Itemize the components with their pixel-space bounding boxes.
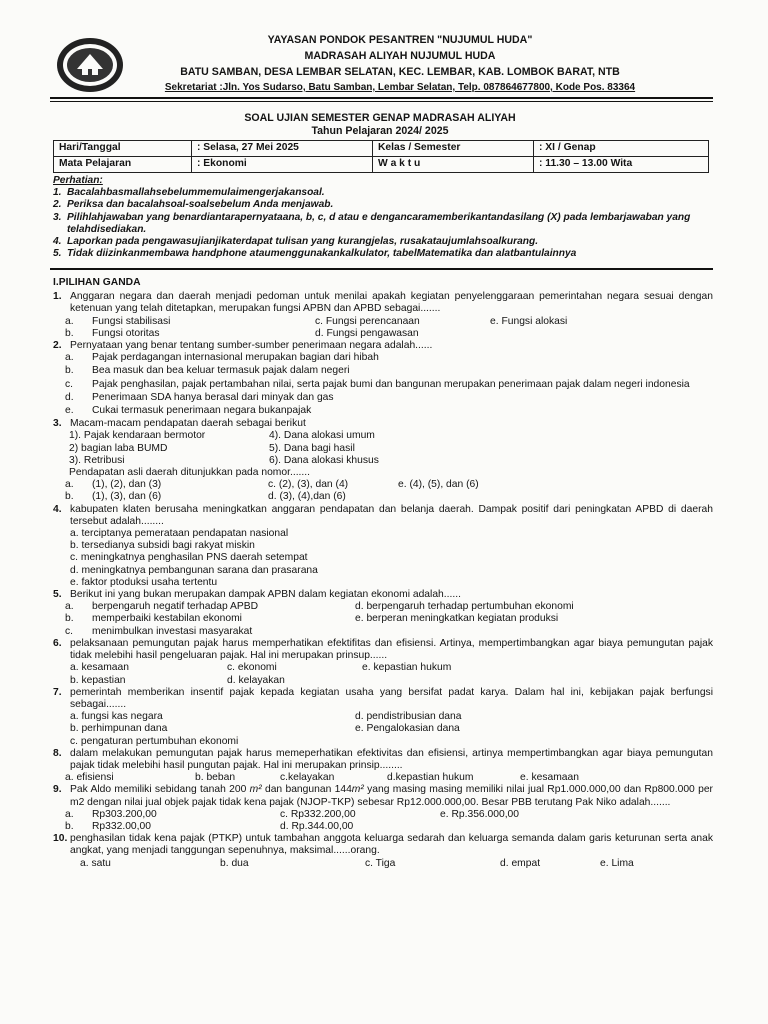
option-c[interactable]: [280, 809, 440, 821]
income-item: 1). Pajak kendaraan bermotor: [69, 430, 206, 442]
question-1-options: [65, 316, 713, 340]
option-a[interactable]: a. kesamaan: [70, 662, 129, 674]
question-4: [53, 504, 713, 528]
option-text: d. (3), (4),dan (6): [268, 491, 346, 503]
option-d[interactable]: [65, 392, 713, 404]
instruction-item: [53, 187, 713, 199]
option-text: menimbulkan investasi masyarakat: [92, 625, 253, 637]
option-text: Pajak perdagangan internasional merupakan bagian dari hibah: [92, 352, 379, 364]
option-b[interactable]: b. dua: [220, 857, 249, 869]
option-a[interactable]: [65, 601, 355, 613]
instruction-number: 2.: [53, 199, 62, 211]
question-text: penghasilan tidak kena pajak (PTKP) untuk tambahan anggota keluarga sedarah dan keluarga semanda dalam garis keturunan serta anak angkat, yang menjadi tanggungan sepenuhnya, maksimal......orang.: [70, 833, 713, 857]
option-d[interactable]: d. pendistribusian dana: [355, 711, 462, 723]
option-text: Fungsi stabilisasi: [92, 315, 171, 327]
question-1: [53, 291, 713, 315]
option-b[interactable]: [65, 491, 268, 503]
option-d[interactable]: [268, 491, 398, 503]
option-letter: b.: [65, 365, 74, 377]
option-e[interactable]: [398, 479, 638, 491]
header-divider: [50, 97, 713, 99]
header-divider-thin: [50, 101, 713, 102]
option-a[interactable]: [65, 809, 280, 821]
option-c[interactable]: c. Tiga: [365, 857, 396, 869]
option-letter: b.: [65, 491, 74, 503]
option-letter: b.: [65, 327, 74, 339]
income-item: 2) bagian laba BUMD: [69, 442, 168, 454]
option-c[interactable]: c.kelayakan: [280, 772, 335, 784]
option-d[interactable]: d. empat: [500, 857, 541, 869]
question-text: pemerintah memberikan insentif pajak kepada kegiatan usaha yang bersifat padat karya. Dalam hal ini, kebijakan pajak berfungsi sebagai.......: [70, 686, 713, 710]
option-d[interactable]: d. meningkatnya pembangunan sarana dan prasarana: [70, 564, 318, 576]
option-d[interactable]: [280, 821, 440, 833]
exam-info-table: [53, 140, 709, 173]
area-unit: m²: [351, 784, 364, 796]
question-text: Anggaran negara dan daerah menjadi pedoman untuk menilai apakah kegiatan penyelenggaraan pemerintahan negara sesuai dengan ketenuan yang telah ditetapkan, merupakan fungsi APBN dan APBD sebagai.......: [70, 291, 713, 315]
option-letter: c.: [65, 378, 74, 390]
option-b[interactable]: b. perhimpunan dana: [70, 723, 168, 735]
option-letter: a.: [65, 315, 74, 327]
option-letter: a.: [65, 808, 74, 820]
instruction-item: [53, 248, 713, 260]
option-letter: c.: [65, 625, 74, 637]
option-e[interactable]: e. faktor ptoduksi usaha tertentu: [70, 576, 218, 588]
income-item: 4). Dana alokasi umum: [269, 430, 375, 442]
instruction-item: [53, 212, 713, 236]
class-label: Kelas / Semester: [373, 141, 534, 157]
question-text: Pernyataan yang benar tentang sumber-sumber penerimaan negara adalah......: [70, 340, 433, 352]
question-text: dalam melakukan pemungutan pajak harus memeperhatikan efektivitas dan efisiensi, artinya mempertimbangkan agar biaya pemungutan pajak tidak melebihi hasil pungutan pajak. Hal ini merupakan prinsip........: [70, 747, 713, 771]
option-text: d. Fungsi pengawasan: [315, 327, 419, 339]
option-b[interactable]: [65, 613, 355, 625]
instruction-text: Periksa dan bacalahsoal-soalsebelum Anda menjawab.: [67, 199, 334, 211]
option-text: (1), (2), dan (3): [92, 479, 162, 491]
option-d[interactable]: [315, 328, 490, 340]
school-address: BATU SAMBAN, DESA LEMBAR SELATAN, KEC. LEMBAR, KAB. LOMBOK BARAT, NTB: [180, 66, 620, 78]
option-c[interactable]: c. ekonomi: [227, 662, 277, 674]
instructions: [53, 175, 713, 260]
question-5: [53, 589, 713, 601]
question-text-part: yang masing masing memiliki nilai jual Rp1.000.000,00 dan Rp800.000 per m2 dengan nilai jual objek pajak tidak kena pajak (NJOP-TKP) sebesar Rp12.000.000,00. Besar PBB terutang Pak Niko adalah.......: [70, 784, 713, 808]
option-e[interactable]: e. kepastian hukum: [362, 662, 452, 674]
instruction-number: 4.: [53, 236, 62, 248]
instructions-divider: [50, 268, 713, 270]
question-text-part: dan bangunan 144: [261, 784, 352, 796]
exam-title-line: SOAL UJIAN SEMESTER GENAP MADRASAH ALIYAH: [244, 112, 516, 124]
option-a[interactable]: a. satu: [80, 857, 111, 869]
question-7-options: [70, 711, 713, 748]
option-text: e. berperan meningkatkan kegiatan produksi: [355, 613, 559, 625]
question-text: [70, 784, 713, 808]
option-d[interactable]: d. kelayakan: [227, 674, 285, 686]
subject-value: : Ekonomi: [192, 157, 373, 173]
instruction-text: Bacalahbasmallahsebelummemulaimengerjakansoal.: [67, 187, 325, 199]
option-b[interactable]: b. kepastian: [70, 674, 126, 686]
option-text: (1), (3), dan (6): [92, 491, 162, 503]
option-a[interactable]: [65, 352, 713, 364]
exam-title: [110, 112, 650, 138]
option-letter: b.: [65, 613, 74, 625]
instruction-text: Tidak diizinkanmembawa handphone ataumenggunakankalkulator, tabelMatematika dan alatbantulainnya: [67, 248, 577, 260]
option-letter: a.: [65, 352, 74, 364]
option-b[interactable]: [65, 821, 280, 833]
option-text: d. Rp.344.00,00: [280, 820, 354, 832]
option-text: e. Fungsi alokasi: [490, 315, 568, 327]
question-2-options: [65, 352, 713, 417]
option-b[interactable]: [65, 365, 713, 377]
letterhead: [140, 32, 660, 96]
option-text: Pajak penghasilan, pajak pertambahan nilai, serta pajak bumi dan bangunan merupakan penerimaan pajak dalam negeri indonesia: [92, 378, 690, 390]
question-4-options: [70, 528, 713, 589]
secretariat-address: Sekretariat :Jln. Yos Sudarso, Batu Samban, Lembar Selatan, Telp. 087864677800, Kode Pos. 83364: [164, 82, 636, 93]
question-number: 7.: [53, 686, 62, 698]
question-text: Macam-macam pendapatan daerah sebagai berikut: [70, 418, 306, 430]
option-d[interactable]: [355, 601, 655, 613]
option-text: memperbaiki kestabilan ekonomi: [92, 613, 242, 625]
question-5-options: [65, 601, 713, 638]
question-text: kabupaten klaten berusaha meningkatkan anggaran pendapatan dan belanja daerah. Dampak positif dari peningkatan APBD di daerah tersebut adalah........: [70, 503, 713, 527]
option-a[interactable]: [65, 316, 315, 328]
question-number: 3.: [53, 418, 62, 430]
option-text: d. berpengaruh terhadap pertumbuhan ekonomi: [355, 601, 574, 613]
option-a[interactable]: a. terciptanya pemerataan pendapatan nasional: [70, 528, 289, 540]
option-e[interactable]: e. kesamaan: [520, 772, 579, 784]
option-e[interactable]: e. Pengalokasian dana: [355, 723, 460, 735]
school-emblem-icon: [55, 36, 125, 94]
question-number: 1.: [53, 291, 62, 303]
question-text: pelaksanaan pemungutan pajak harus memperhatikan efektifitas dan efisiensi. Artinya, mempertimbangkan agar biaya pemungutan pajak tidak melebihi hasil pengeluaran pajak. Hal ini merupakan prinsup......: [70, 637, 713, 662]
option-text: Rp332.00,00: [92, 820, 151, 832]
option-b[interactable]: b. beban: [195, 772, 236, 784]
question-number: 4.: [53, 503, 62, 515]
option-a[interactable]: [65, 479, 268, 491]
instruction-item: [53, 236, 713, 248]
option-e[interactable]: e. Lima: [600, 857, 634, 869]
academic-year: Tahun Pelajaran 2024/ 2025: [311, 125, 449, 137]
question-number: 8.: [53, 747, 62, 759]
question-7: [53, 687, 713, 711]
option-letter: b.: [65, 820, 74, 832]
question-number: 6.: [53, 637, 62, 649]
question-3-options: [65, 479, 713, 503]
instruction-item: [53, 199, 713, 211]
instruction-text: Pilihlahjawaban yang benardiantarapernyataana, b, c, d atau e dengancaramemberikantandasilang (X) pada lembarjawaban yang telahdisediakan.: [67, 211, 691, 235]
option-text: c. Fungsi perencanaan: [315, 315, 420, 327]
option-c[interactable]: c. meningkatnya penghasilan PNS daerah setempat: [70, 552, 308, 564]
instruction-number: 3.: [53, 211, 62, 223]
subject-label: Mata Pelajaran: [54, 157, 192, 173]
question-9: [53, 784, 713, 808]
question-2: [53, 340, 713, 352]
day-label: Hari/Tanggal: [54, 141, 192, 157]
option-c[interactable]: [65, 379, 713, 391]
option-b[interactable]: b. tersedianya subsidi bagi rakyat miskin: [70, 540, 255, 552]
question-10-options: [80, 858, 713, 870]
question-6-options: [70, 662, 713, 686]
option-c[interactable]: [268, 479, 398, 491]
option-text: Cukai termasuk penerimaan negara bukanpajak: [92, 405, 312, 417]
option-a[interactable]: a. fungsi kas negara: [70, 711, 163, 723]
question-8: [53, 748, 713, 772]
question-number: 5.: [53, 589, 62, 601]
question-number: 9.: [53, 784, 62, 796]
option-a[interactable]: a. efisiensi: [65, 772, 114, 784]
section-title: I.PILIHAN GANDA: [53, 277, 141, 288]
day-value: : Selasa, 27 Mei 2025: [192, 141, 373, 157]
option-c[interactable]: [315, 316, 490, 328]
option-text: Rp303.200,00: [92, 808, 157, 820]
instruction-text: Laporkan pada pengawasujianjikaterdapat tulisan yang kurangjelas, rusakataujumlahsoalkurang.: [67, 236, 539, 248]
option-c[interactable]: c. pengaturan pertumbuhan ekonomi: [70, 735, 239, 747]
school-name: MADRASAH ALIYAH NUJUMUL HUDA: [304, 50, 496, 62]
income-item: 6). Dana alokasi khusus: [269, 454, 379, 466]
option-text: e. (4), (5), dan (6): [398, 479, 479, 491]
option-letter: a.: [65, 601, 74, 613]
option-text: Bea masuk dan bea keluar termasuk pajak dalam negeri: [92, 365, 350, 377]
option-c[interactable]: [65, 626, 355, 638]
option-b[interactable]: [65, 328, 315, 340]
question-stem: Pendapatan asli daerah ditunjukkan pada nomor.......: [69, 467, 311, 479]
option-text: c. Rp332.200,00: [280, 808, 356, 820]
time-label: W a k t u: [373, 157, 534, 173]
option-letter: e.: [65, 405, 74, 417]
question-9-options: [65, 809, 713, 833]
option-text: berpengaruh negatif terhadap APBD: [92, 601, 259, 613]
question-number: 2.: [53, 340, 62, 352]
question-text: Berikut ini yang bukan merupakan dampak APBN dalam kegiatan ekonomi adalah......: [70, 589, 461, 601]
instructions-title: Perhatian:: [53, 175, 103, 186]
question-3: [53, 418, 713, 430]
option-e[interactable]: [65, 405, 713, 417]
area-unit: m²: [249, 784, 262, 796]
income-item: 5). Dana bagi hasil: [269, 442, 355, 454]
option-e[interactable]: [440, 809, 660, 821]
question-8-options: [65, 772, 713, 784]
class-value: : XI / Genap: [534, 141, 709, 157]
question-3-items: [69, 430, 713, 467]
option-text: Penerimaan SDA hanya berasal dari minyak dan gas: [92, 391, 334, 403]
option-letter: a.: [65, 479, 74, 491]
income-item: 3). Retribusi: [69, 454, 125, 466]
option-text: e. Rp.356.000,00: [440, 808, 520, 820]
question-text-part: Pak Aldo memiliki sebidang tanah 200: [70, 784, 250, 796]
option-e[interactable]: [490, 316, 690, 328]
option-e[interactable]: [355, 613, 655, 625]
instruction-number: 5.: [53, 248, 62, 260]
question-number: 10.: [53, 833, 68, 845]
foundation-name: YAYASAN PONDOK PESANTREN "NUJUMUL HUDA": [267, 34, 533, 46]
option-d[interactable]: d.kepastian hukum: [387, 772, 474, 784]
question-10: [53, 833, 713, 857]
option-letter: d.: [65, 391, 74, 403]
question-6: [53, 638, 713, 662]
option-text: Fungsi otoritas: [92, 327, 160, 339]
instruction-number: 1.: [53, 187, 62, 199]
option-text: c. (2), (3), dan (4): [268, 479, 349, 491]
questions-section: [53, 277, 713, 870]
time-value: : 11.30 – 13.00 Wita: [534, 157, 709, 173]
